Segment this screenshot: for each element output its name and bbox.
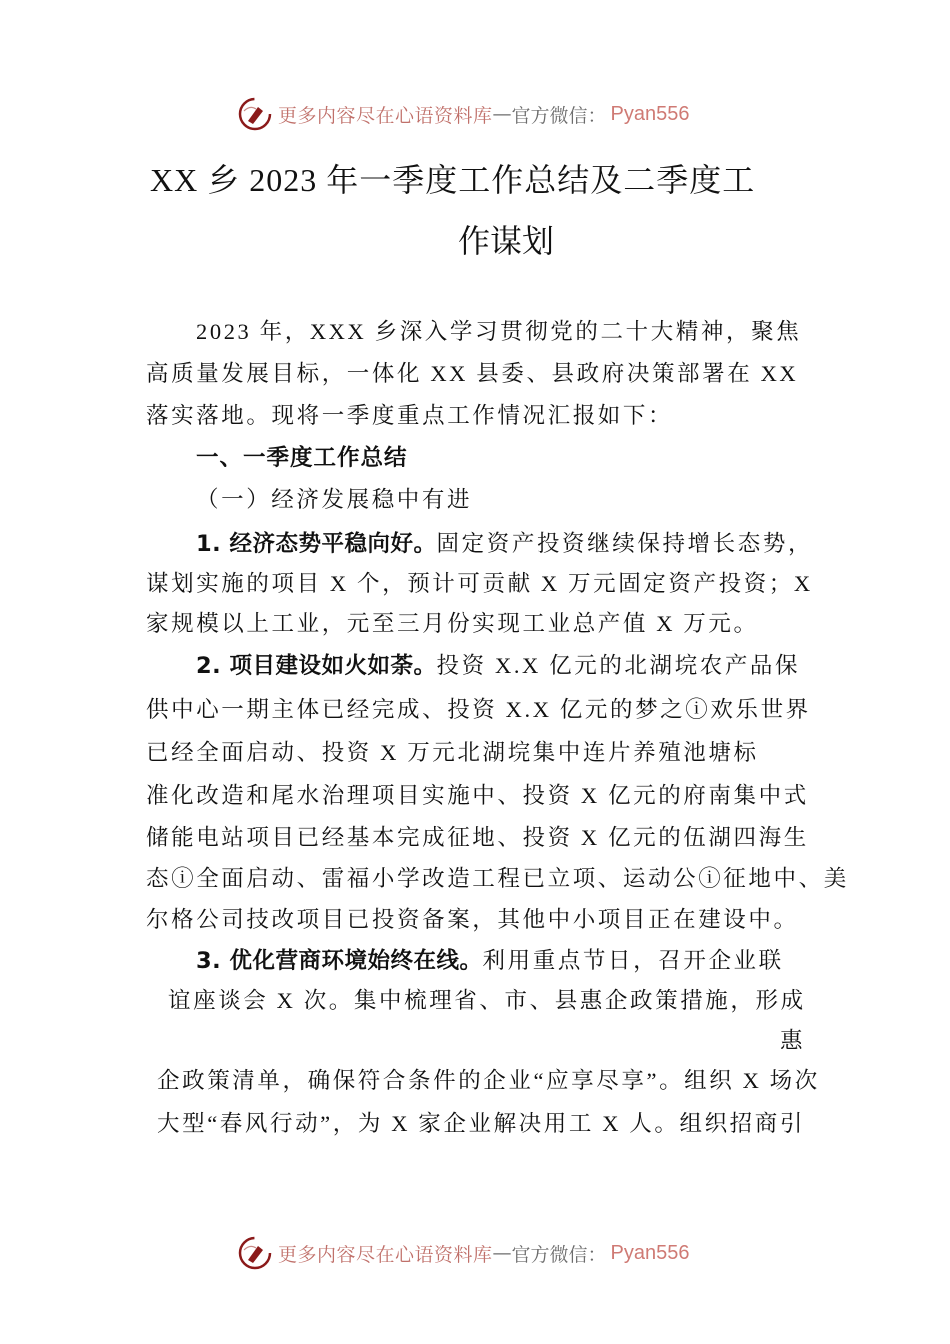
- item2-line1-rest: 投资 X.X 亿元的北湖垸农产品保: [436, 653, 801, 678]
- item3-line-2: 谊座谈会 X 次。集中梳理省、市、县惠企政策措施，形成: [168, 988, 806, 1013]
- item3-line1-rest: 利用重点节日，召开企业联: [482, 948, 784, 973]
- banner-red-text: 更多内容尽在心语资料库: [278, 1243, 493, 1266]
- watermark-banner-top: [238, 96, 690, 132]
- banner-dash: —: [492, 103, 512, 125]
- item3-line-4: 企政策清单，确保符合条件的企业“应享尽享”。组织 X 场次: [157, 1068, 820, 1093]
- subsection-heading-1: （一）经济发展稳中有进: [196, 487, 473, 512]
- banner-wechat-id: Pyan556: [610, 1241, 690, 1264]
- section-heading-1: 一、一季度工作总结: [196, 445, 408, 471]
- item3-line-1: [196, 943, 784, 975]
- item1-lead: 1. 经济态势平稳向好。: [196, 531, 437, 557]
- pen-nib-logo-icon: [238, 1236, 272, 1270]
- item2-line-2: 供中心一期主体已经完成、投资 X.X 亿元的梦之ⓘ欢乐世界: [146, 697, 811, 722]
- item2-line-5: 储能电站项目已经基本完成征地、投资 X 亿元的伍湖四海生: [146, 825, 809, 850]
- pen-nib-logo-icon: [238, 97, 272, 131]
- item2-line-4: 准化改造和尾水治理项目实施中、投资 X 亿元的府南集中式: [146, 783, 809, 808]
- item3-line-3: 惠: [780, 1028, 806, 1053]
- item3-lead: 3. 优化营商环境始终在线。: [196, 948, 483, 974]
- banner-wechat-label: 官方微信：: [511, 104, 607, 127]
- item2-lead: 2. 项目建设如火如荼。: [196, 653, 437, 679]
- item2-line-7: 尔格公司技改项目已投资备案，其他中小项目正在建设中。: [146, 907, 799, 932]
- banner-wechat-label: 官方微信：: [511, 1243, 607, 1266]
- banner-red-text: 更多内容尽在心语资料库: [278, 104, 493, 127]
- intro-line-2: 高质量发展目标，一体化 XX 县委、县政府决策部署在 XX: [146, 361, 799, 386]
- item1-line-3: 家规模以上工业，元至三月份实现工业总产值 X 万元。: [146, 611, 759, 636]
- intro-line-1: 2023 年，XXX 乡深入学习贯彻党的二十大精神，聚焦: [196, 319, 802, 344]
- item3-line-5: 大型“春风行动”，为 X 家企业解决用工 X 人。组织招商引: [157, 1111, 805, 1136]
- item2-line-6: 态ⓘ全面启动、雷福小学改造工程已立项、运动公ⓘ征地中、美: [146, 866, 849, 891]
- item2-line-1: [196, 648, 800, 680]
- watermark-banner-bottom: [238, 1235, 690, 1271]
- document-title-line2: 作谋划: [458, 223, 555, 259]
- document-title-line1: XX 乡 2023 年一季度工作总结及二季度工: [150, 162, 756, 198]
- item1-line1-rest: 固定资产投资继续保持增长态势，: [436, 531, 814, 556]
- item1-line-1: [196, 526, 813, 558]
- item1-line-2: 谋划实施的项目 X 个，预计可贡献 X 万元固定资产投资；X: [146, 571, 813, 596]
- intro-line-3: 落实落地。现将一季度重点工作情况汇报如下：: [146, 403, 674, 428]
- banner-dash: —: [492, 1242, 512, 1264]
- item2-line-3: 已经全面启动、投资 X 万元北湖垸集中连片养殖池塘标: [146, 740, 759, 765]
- banner-wechat-id: Pyan556: [610, 102, 690, 125]
